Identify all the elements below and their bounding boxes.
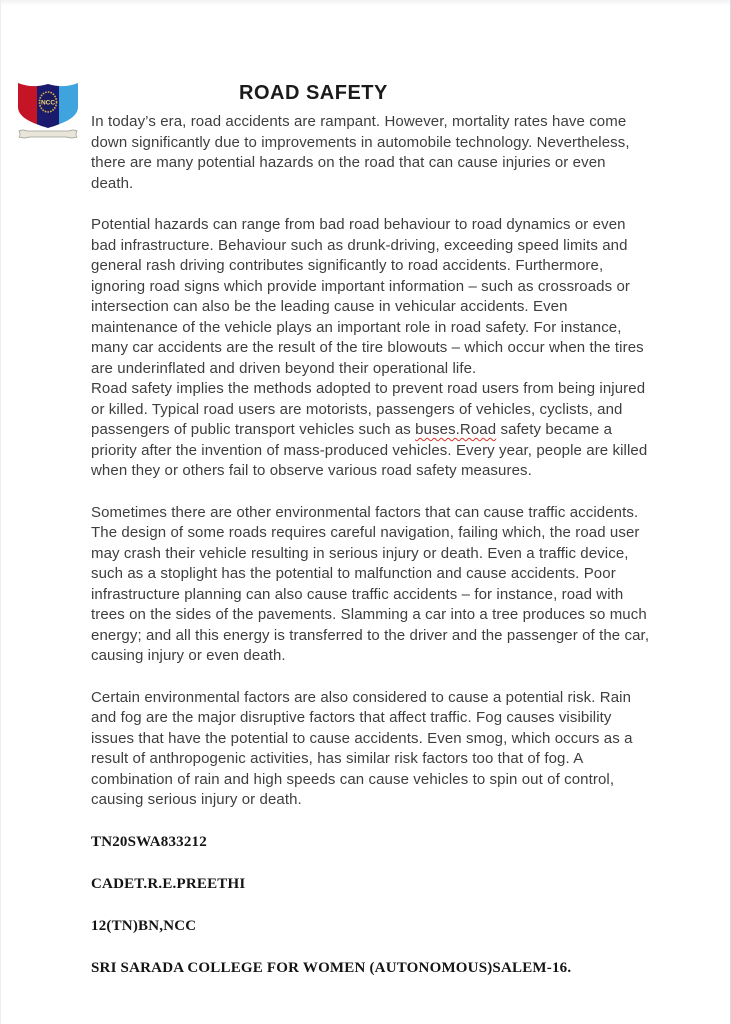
cadet-regimental-number: TN20SWA833212 bbox=[91, 833, 207, 850]
ncc-monogram: NCC bbox=[40, 99, 56, 107]
paragraph-definition-before: Road safety implies the methods adopted to prevent road users from being injured or killed. Typical road users are motorists, passengers of vehicles, cyclists, and passengers of public transport vehicles such as bbox=[91, 380, 646, 438]
document-body bbox=[91, 112, 651, 1000]
battalion: 12(TN)BN,NCC bbox=[91, 917, 197, 934]
paragraph-hazards: Potential hazards can range from bad road behaviour to road dynamics or even bad infrastructure. Behaviour such as drunk-driving, exceeding speed limits and general rash driving contributes significantly to road accidents. Furthermore, ignoring road signs which provide important information – such as crossroads or intersection can also be the leading cause in vehicular accidents. Even maintenance of the vehicle plays an important role in road safety. For instance, many car accidents are the result of the tire blowouts – which occur when the tires are underinflated and driven beyond their operational life. bbox=[91, 216, 644, 377]
cadet-name: CADET.R.E.PREETHI bbox=[91, 875, 246, 892]
paragraph-environment: Sometimes there are other environmental factors that can cause traffic accidents. The design of some roads requires careful navigation, failing which, the road user may crash their vehicle resulting in serious injury or death. Even a traffic device, such as a stoplight has the potential to malfunction and cause accidents. Poor infrastructure planning can also cause traffic accidents – for instance, road with trees on the sides of the pavements. Slamming a car into a tree produces so much energy; and all this energy is transferred to the driver and the passenger of the car, causing injury or even death. bbox=[91, 503, 650, 664]
paragraph-weather: Certain environmental factors are also considered to cause a potential risk. Rain and fog are the major disruptive factors that affect traffic. Fog causes visibility issues that have the potential to cause accidents. Even smog, which occurs as a result of anthropogenic activities, has similar risk factors too that of fog. A combination of rain and high speeds can cause vehicles to spin out of control, causing serious injury or death. bbox=[91, 688, 633, 808]
page-edge-shade bbox=[1, 0, 730, 6]
ncc-shield-icon bbox=[15, 77, 81, 141]
signature-block bbox=[91, 832, 651, 978]
paragraph-intro: In today’s era, road accidents are rampant. However, mortality rates have come down significantly due to improvements in automobile technology. Nevertheless, there are many potential hazards on the road that can cause injuries or even death. bbox=[91, 113, 630, 192]
paragraph-hazards-group bbox=[91, 215, 651, 482]
college-name: SRI SARADA COLLEGE FOR WOMEN (AUTONOMOUS)SALEM-16. bbox=[91, 959, 572, 976]
paragraph-definition bbox=[91, 379, 651, 482]
ncc-crest-logo bbox=[15, 77, 81, 141]
page-title: ROAD SAFETY bbox=[239, 82, 388, 104]
paragraph-definition-after: safety became a priority after the invention of mass-produced vehicles. Every year, people are killed when they or others fail to observe various road safety measures. bbox=[91, 421, 648, 479]
misspelled-word: buses.Road bbox=[415, 421, 497, 438]
